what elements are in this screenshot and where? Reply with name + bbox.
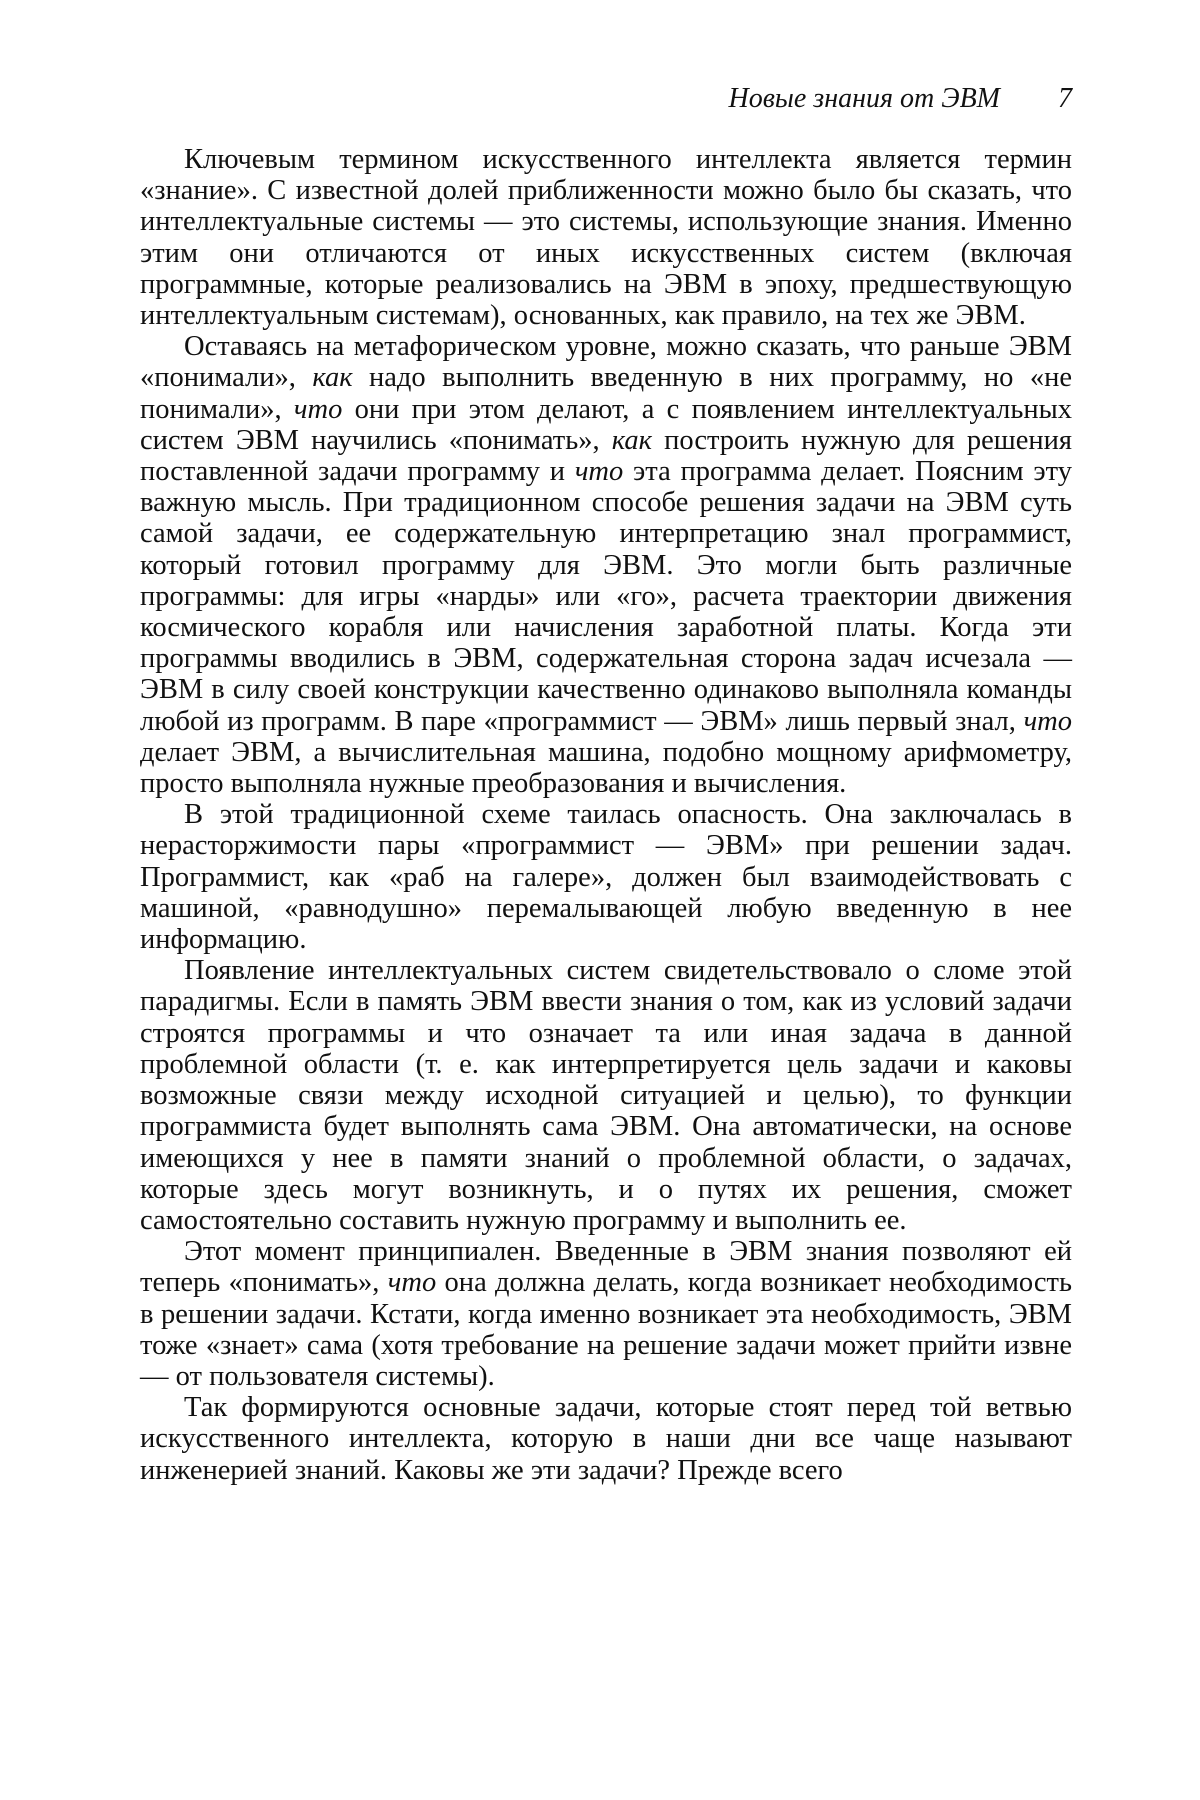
text-run: Появление интеллектуальных систем свидетельствовало о сломе этой парадигмы. Если в память ЭВМ ввести знания о том, как из условий задачи строятся программы и что означает та или иная задача в данной проблемной области (т. е. как интерпретируется цель задачи и каковы возможные связи между исходной ситуацией и целью), то функции программиста будет выполнять сама ЭВМ. Она автоматически, на основе имеющихся у нее в памяти знаний о проблемной области, о задачах, которые здесь могут возникнуть, и о путях их решения, сможет самостоятельно составить нужную программу и выполнить ее. xyxy=(140,955,1072,1236)
text-run: эта программа делает. Поясним эту важную мысль. При традиционном способе решения задачи на ЭВМ суть самой задачи, ее содержательную интерпретацию знал программист, который готовил программу для ЭВМ. Это могли быть различные программы: для игры «нарды» или «го», расчета траектории движения космического корабля или начисления заработной платы. Когда эти программы вводились в ЭВМ, содержательная сторона задач исчезала — ЭВМ в силу своей конструкции качественно одинаково выполняла команды любой из программ. В паре «программист — ЭВМ» лишь первый знал, xyxy=(140,456,1072,737)
text-run: она должна делать, когда возникает необходимость в решении задачи. Кстати, когда именно возникает эта необходимость, ЭВМ тоже «знает» сама (хотя требование на решение задачи может прийти извне — от пользователя системы). xyxy=(140,1267,1072,1392)
running-head xyxy=(140,82,1072,116)
text-run: они при этом делают, а с появлением интеллектуальных систем ЭВМ научились «понимать», xyxy=(140,393,1072,456)
body-text xyxy=(140,144,1072,1486)
italic-text-run: как xyxy=(611,424,652,456)
text-run: Ключевым термином искусственного интеллекта является термин «знание». С известной долей приближенности можно было бы сказать, что интеллектуальные системы — это системы, использующие знания. Именно этим они отличаются от иных искусственных систем (включая программные, которые реализовались на ЭВМ в эпоху, предшествующую интеллектуальным системам), основанных, как правило, на тех же ЭВМ. xyxy=(140,144,1072,332)
paragraph xyxy=(140,955,1072,1236)
text-run: делает ЭВМ, а вычислительная машина, подобно мощному арифмометру, просто выполняла нужные преобразования и вычисления. xyxy=(140,736,1072,800)
text-run: построить нужную для решения поставленной задачи программу и xyxy=(140,424,1072,488)
paragraph xyxy=(140,144,1072,331)
italic-text-run: что xyxy=(293,393,343,425)
running-title: Новые знания от ЭВМ xyxy=(728,83,1000,114)
text-run: Так формируются основные задачи, которые стоят перед той ветвью искусственного интеллекта, которую в наши дни все чаще называют инженерией знаний. Каковы же эти задачи? Прежде всего xyxy=(140,1392,1072,1486)
paragraph xyxy=(140,799,1072,955)
paragraph xyxy=(140,1236,1072,1392)
italic-text-run: что xyxy=(387,1267,437,1299)
text-run: Этот момент принципиален. Введенные в ЭВМ знания позволяют ей теперь «понимать», xyxy=(140,1236,1072,1299)
page-number: 7 xyxy=(1058,83,1072,114)
text-run: Оставаясь на метафорическом уровне, можно сказать, что раньше ЭВМ «понимали», xyxy=(140,331,1072,394)
paragraph xyxy=(140,1392,1072,1486)
paragraph xyxy=(140,331,1072,799)
italic-text-run: как xyxy=(312,362,353,394)
italic-text-run: что xyxy=(574,456,624,488)
text-run: В этой традиционной схеме таилась опасность. Она заключалась в нерасторжимости пары «программист — ЭВМ» при решении задач. Программист, как «раб на галере», должен был взаимодействовать с машиной, «равнодушно» перемалывающей любую введенную в нее информацию. xyxy=(140,799,1072,956)
italic-text-run: что xyxy=(1023,705,1072,737)
text-run: надо выполнить введенную в них программу, но «не понимали», xyxy=(140,362,1072,425)
